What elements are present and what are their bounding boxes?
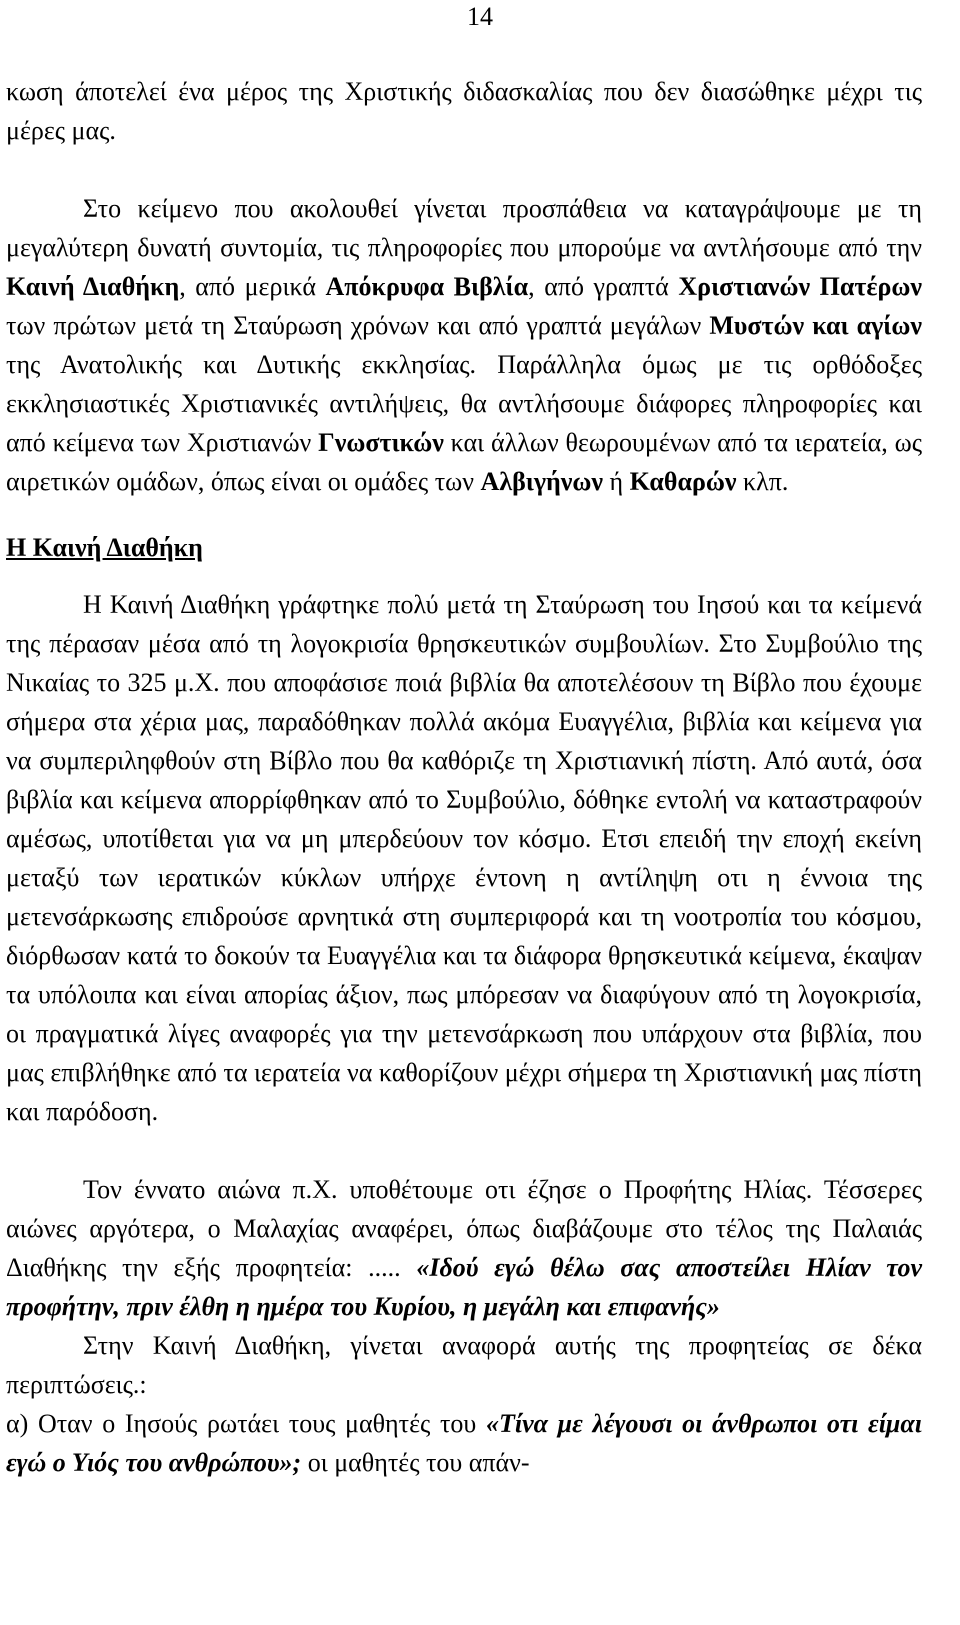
section-heading-text: Η Καινή Διαθήκη	[6, 533, 203, 562]
text-run: ή	[603, 467, 630, 496]
text-run: Τον έννατο αιώνα π.Χ. υποθέτουμε οτι έζησε ο Προφήτης Ηλίας. Τέσσερες αιώνες αργότερα, ο Μαλαχίας αναφέρει, όπως διαβάζουμε στο τέλος της Παλαιάς Διαθήκης την εξής προφητεία: .....	[6, 1175, 922, 1282]
section-heading	[6, 528, 922, 567]
bold-term: Μυστών και αγίων	[709, 311, 922, 340]
paragraph-intro	[6, 189, 922, 501]
bold-term: Αλβιγήνων	[480, 467, 604, 496]
text-run: κωση άποτελεί ένα μέρος της Χριστικής διδασκαλίας που δεν διασώθηκε μέχρι τις μέρες μας.	[6, 77, 922, 145]
bold-term: Γνωστικών	[318, 428, 444, 457]
text-run: Η Καινή Διαθήκη γράφτηκε πολύ μετά τη Σταύρωση του Ιησού και τα κείμενά της πέρασαν μέσα από τη λογοκρισία θρησκευτικών συμβουλίων. Στο Συμβούλιο της Νικαίας το 325 μ.Χ. που αποφάσισε ποιά βιβλία θα αποτελέσουν τη Βίβλο που έχουμε σήμερα στα χέρια μας, παραδόθηκαν πολλά ακόμα Ευαγγέλια, βιβλία και κείμενα για να συμπεριληφθούν στη Βίβλο που θα καθόριζε τη Χριστιανική πίστη. Από αυτά, όσα βιβλία και κείμενα απορρίφθηκαν από το Συμβούλιο, δόθηκε εντολή να καταστραφούν αμέσως, υποτίθεται για να μη μπερδεύουν τον κόσμο. Ετσι επειδή την εποχή εκείνη μεταξύ των ιερατικών κύκλων υπήρχε έντονη η αντίληψη οτι η έννοια της μετενσάρκωσης επιδρούσε αρνητικά στη συμπεριφορά και τη νοοτροπία του κόσμου, διόρθωσαν κατά το δοκούν τα Ευαγγέλια και τα διάφορα θρησκευτικά κείμενα, έκαψαν τα υπόλοιπα και είναι απορίας άξιον, πως μπόρεσαν να διαφύγουν από τη λογοκρισία, οι πραγματικά λίγες αναφορές για την μετενσάρκωση που υπάρχουν στα βιβλία, που μας επιβλήθηκε από τα ιερατεία να καθορίζουν μέχρι σήμερα τη Χριστιανική μας πίστη και παρόδοση.	[6, 590, 923, 1126]
text-run: Στο κείμενο που ακολουθεί γίνεται προσπάθεια να καταγράψουμε με τη μεγαλύτερη δυνατή συντομία, τις πληροφορίες που μπορούμε να αντλήσουμε από την	[6, 194, 922, 262]
document-body	[6, 72, 922, 1482]
text-run: οι μαθητές του απάν-	[301, 1448, 530, 1477]
bold-term: Καινή Διαθήκη	[6, 272, 180, 301]
text-run: των πρώτων μετά τη Σταύρωση χρόνων και από γραπτά μεγάλων	[6, 311, 710, 340]
bold-term: Καθαρών	[629, 467, 737, 496]
bold-term: Χριστιανών Πατέρων	[678, 272, 923, 301]
text-run: και άλλων θεωρουμένων από τα ιερατεία, ως αιρετικών ομάδων, όπως είναι οι ομάδες των	[6, 428, 922, 496]
paragraph-continuation	[6, 72, 922, 150]
text-run: α) Οταν ο Ιησούς ρωτάει τους μαθητές του	[6, 1409, 486, 1438]
text-run: της Ανατολικής και Δυτικής εκκλησίας. Παράλληλα όμως με τις ορθόδοξες εκκλησιαστικές Χριστιανικές αντιλήψεις, θα αντλήσουμε διάφορες πληροφορίες και από κείμενα των Χριστιανών	[6, 350, 922, 457]
paragraph-references	[6, 1326, 922, 1404]
page-number: 14	[467, 2, 493, 31]
text-run: , από μερικά	[179, 272, 326, 301]
paragraph-new-testament	[6, 585, 922, 1131]
text-run: κλπ.	[736, 467, 789, 496]
quote: «Ιδού εγώ θέλω σας αποστείλει Ηλίαν τον προφήτην, πριν έλθη η ημέρα του Κυρίου, η μεγάλη και επιφανής»	[6, 1253, 922, 1321]
quote: «Τίνα με λέγουσι οι άνθρωποι οτι είμαι εγώ ο Υιός του ανθρώπου»;	[6, 1409, 923, 1477]
text-run: , από γραπτά	[528, 272, 679, 301]
paragraph-case-a	[6, 1404, 922, 1482]
bold-term: Απόκρυφα Βιβλία	[325, 272, 529, 301]
text-run: Στην Καινή Διαθήκη, γίνεται αναφορά αυτής της προφητείας σε δέκα περιπτώσεις.:	[6, 1331, 922, 1399]
paragraph-prophecy	[6, 1170, 922, 1326]
